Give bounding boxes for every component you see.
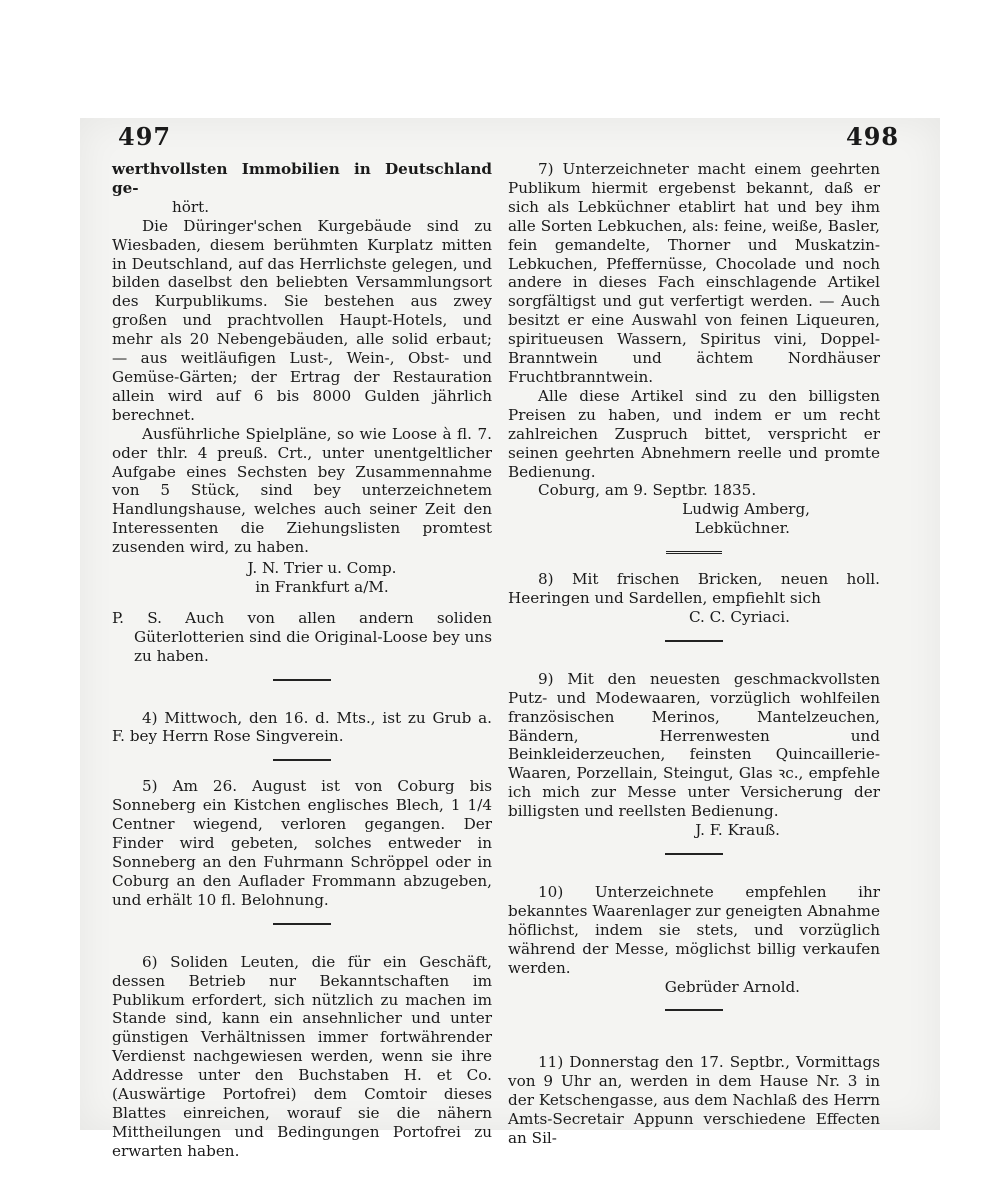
postscript: P. S. Auch von allen andern soliden Güterlotterien sind die Original-Loose bey uns zu haben. (112, 608, 492, 665)
notice-6: 6) Soliden Leuten, die für ein Geschäft, dessen Betrieb nur Bekanntschaften im Publikum erfordert, sich nützlich zu machen im Stande sind, kann ein ansehnlicher und unter günstigen Verhältnissen immer fortwährender Verdienst nachgewiesen werden, wenn sie ihre Addresse unter den Buchstaben H. et Co. (Auswärtige Portofrei) dem Comtoir dieses Blattes einreichen, worauf sie die nähern Mittheilungen und Bedingungen Portofrei zu erwarten haben. (112, 952, 492, 1160)
signature-frankfurt: in Frankfurt a/M. (255, 577, 389, 596)
notice-7-continued: Alle diese Artikel sind zu den billigsten Preisen zu haben, und indem er um recht zahlreichen Zuspruch bittet, verspricht er seinen geehrten Abnehmern reelle und promte Bedienung. (508, 386, 880, 481)
kurgebaeude-paragraph: Die Düringer'schen Kurgebäude sind zu Wiesbaden, diesem berühmten Kurplatz mitten in Deutschland, auf das Herrlichste gelegen, und bilden daselbst den beliebten Versammlungsort des Kurpublikums. Sie bestehen aus zwey großen und prachtvollen Haupt-Hotels, und mehr als 20 Nebengebäuden, alle solid erbaut; — aus weitläufigen Lust-, Wein-, Obst- und Gemüse-Gärten; der Ertrag der Restauration allein wird auf 6 bis 8000 Gulden jährlich berechnet. (112, 216, 492, 424)
notice-7-date: Coburg, am 9. Septbr. 1835. (538, 481, 757, 500)
notice-8: 8) Mit frischen Bricken, neuen holl. Heeringen und Sardellen, empfiehlt sich (508, 570, 880, 608)
signature-krauss: J. F. Krauß. (695, 821, 780, 840)
notice-5: 5) Am 26. August ist von Coburg bis Sonneberg ein Kistchen englisches Blech, 1 1/4 Centner wiegend, verloren gegangen. Der Finder wird gebeten, solches entweder in Sonneberg an den Fuhrmann Schröppel oder in Coburg an den Auflader Frommann abzugeben, und erhält 10 fl. Belohnung. (112, 777, 492, 909)
page-number-right: 498 (846, 122, 900, 151)
separator-rule (273, 923, 331, 925)
signature-lebkuechner: Lebküchner. (694, 519, 790, 538)
notice-11: 11) Donnerstag den 17. Septbr., Vormittags von 9 Uhr an, werden in dem Hause Nr. 3 in der Ketschengasse, aus dem Nachlaß des Herrn Amts-Secretair Appunn verschiedene Effecten an Sil- (508, 1053, 880, 1148)
separator-rule (273, 759, 331, 761)
notice-7: 7) Unterzeichneter macht einem geehrten Publikum hiermit ergebenst bekannt, daß er sich als Lebküchner etablirt hat und bey ihm alle Sorten Lebkuchen, als: feine, weiße, Basler, fein gemandelte, Thorner und Muskatzin-Lebkuchen, Pfeffernüsse, Chocolade und noch andere in dieses Fach einschlagende Artikel sorgfältigst und gut verfertigt werden. — Auch besitzt er eine Auswahl von feinen Liqueuren, spiritueusen Wassern, Spiritus vini, Doppel-Branntwein und ächtem Nordhäuser Fruchtbranntwein. (508, 160, 880, 386)
notice-10: 10) Unterzeichnete empfehlen ihr bekanntes Waarenlager zur geneigten Abnahme höflichst, indem sie stets, und vorzüglich während der Messe, möglichst billig verkaufen werden. (508, 883, 880, 977)
separator-rule (273, 679, 331, 681)
separator-rule (665, 1009, 723, 1011)
right-column (508, 160, 880, 1148)
signature-trier: J. N. Trier u. Comp. (247, 559, 397, 578)
continued-text: werthvollsten Immobilien in Deutschland ge- hört. (112, 160, 492, 216)
signature-amberg: Ludwig Amberg, (682, 500, 810, 519)
spielplaene-paragraph: Ausführliche Spielpläne, so wie Loose à fl. 7. oder thlr. 4 preuß. Crt., unter unentgeltlicher Aufgabe eines Sechsten bey Zusammennahme von 5 Stück, sind bey unterzeichnetem Handlungshause, welches auch seiner Zeit den Interessenten die Ziehungslisten promtest zusenden wird, zu haben. (112, 424, 492, 557)
separator-rule (665, 640, 723, 642)
separator-rule (666, 551, 722, 554)
signature-arnold: Gebrüder Arnold. (664, 977, 800, 996)
signature-cyriaci: C. C. Cyriaci. (688, 607, 790, 626)
notice-4: 4) Mittwoch, den 16. d. Mts., ist zu Grub a. F. bey Herrn Rose Singverein. (112, 708, 492, 746)
notice-9: 9) Mit den neuesten geschmackvollsten Putz- und Modewaaren, vorzüglich wohlfeilen französischen Merinos, Mantelzeuchen, Bändern, Herrenwesten und Beinkleiderzeuchen, feinsten Quincaillerie-Waaren, Porzellain, Steingut, Glas ꝛc., empfehle ich mich zur Messe unter Versicherung der billigsten und reellsten Bedienung. (508, 669, 880, 821)
separator-rule (665, 853, 723, 855)
page-number-left: 497 (118, 122, 172, 151)
left-column (112, 160, 492, 1161)
